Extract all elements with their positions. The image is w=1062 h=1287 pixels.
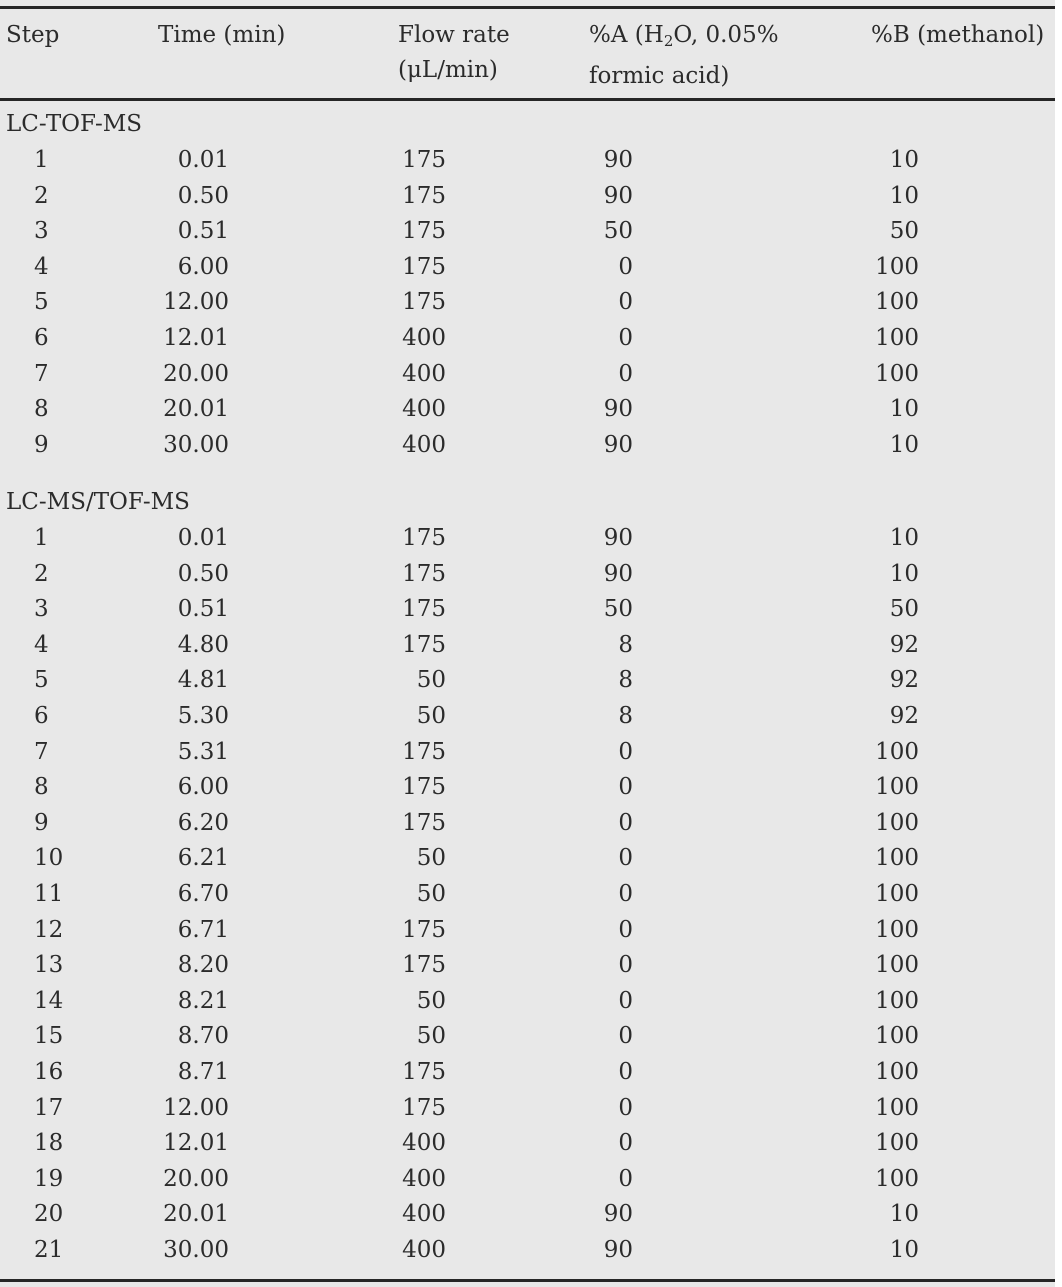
table-row — [0, 769, 1055, 805]
cell-flow-rate: 400 — [402, 1130, 446, 1157]
table-row — [0, 662, 1055, 698]
cell-flow-rate: 175 — [402, 809, 446, 836]
cell-percent-b: 100 — [875, 845, 919, 872]
table-row — [0, 213, 1055, 249]
cell-percent-a: 90 — [603, 182, 633, 209]
cell-step: 17 — [34, 1094, 64, 1121]
cell-flow-rate: 175 — [402, 525, 446, 551]
cell-percent-b: 100 — [875, 253, 919, 280]
cell-time: 12.00 — [163, 1094, 229, 1121]
cell-percent-b: 100 — [875, 1130, 919, 1157]
cell-step: 4 — [34, 631, 49, 658]
cell-flow-rate: 175 — [402, 952, 446, 979]
cell-time: 8.71 — [177, 1059, 229, 1085]
cell-time: 0.51 — [177, 218, 229, 245]
cell-percent-a: 8 — [618, 631, 633, 658]
cell-step: 5 — [34, 289, 49, 316]
cell-flow-rate: 175 — [402, 1059, 446, 1085]
section-title: LC-MS/TOF-MS — [6, 489, 190, 515]
cell-step: 8 — [34, 396, 49, 423]
cell-percent-b: 10 — [889, 525, 919, 551]
cell-percent-a: 0 — [618, 809, 633, 836]
cell-step: 19 — [34, 1165, 64, 1192]
cell-step: 2 — [34, 560, 49, 587]
table-row — [0, 142, 1055, 178]
cell-flow-rate: 50 — [416, 667, 446, 694]
cell-flow-rate: 50 — [416, 845, 446, 872]
cell-percent-a: 8 — [618, 703, 633, 729]
cell-step: 1 — [34, 147, 49, 173]
table-row — [0, 1125, 1055, 1161]
cell-step: 3 — [34, 596, 49, 623]
cell-percent-b: 100 — [875, 881, 919, 907]
cell-step: 21 — [34, 1237, 64, 1263]
table-row — [0, 556, 1055, 592]
cell-step: 3 — [34, 218, 49, 245]
cell-percent-b: 10 — [889, 1237, 919, 1263]
cell-percent-a: 90 — [603, 147, 633, 173]
cell-step: 12 — [34, 916, 64, 943]
cell-step: 2 — [34, 182, 49, 209]
cell-percent-a: 0 — [618, 1165, 633, 1192]
cell-flow-rate: 175 — [402, 147, 446, 173]
cell-percent-b: 92 — [889, 667, 919, 694]
cell-flow-rate: 50 — [416, 1023, 446, 1050]
cell-step: 7 — [34, 738, 49, 765]
cell-percent-a: 0 — [618, 253, 633, 280]
header-step: Step — [6, 22, 60, 48]
cell-percent-a: 0 — [618, 1130, 633, 1157]
cell-step: 13 — [34, 952, 64, 979]
table-row — [0, 1232, 1055, 1268]
cell-step: 8 — [34, 774, 49, 801]
cell-time: 6.00 — [177, 253, 229, 280]
cell-percent-a: 90 — [603, 525, 633, 551]
table-row — [0, 947, 1055, 983]
table-row — [0, 1018, 1055, 1054]
cell-percent-b: 10 — [889, 560, 919, 587]
cell-percent-a: 0 — [618, 881, 633, 907]
cell-percent-a: 0 — [618, 1059, 633, 1085]
header-a-sub: 2 — [663, 32, 674, 50]
cell-percent-b: 100 — [875, 1165, 919, 1192]
cell-time: 12.00 — [163, 289, 229, 316]
cell-flow-rate: 400 — [402, 1237, 446, 1263]
cell-percent-a: 90 — [603, 1237, 633, 1263]
cell-step: 6 — [34, 325, 49, 351]
cell-flow-rate: 400 — [402, 1201, 446, 1228]
cell-time: 6.21 — [177, 845, 229, 872]
cell-percent-b: 100 — [875, 1094, 919, 1121]
cell-percent-a: 8 — [618, 667, 633, 694]
cell-step: 18 — [34, 1130, 64, 1157]
cell-step: 6 — [34, 703, 49, 729]
cell-step: 20 — [34, 1201, 64, 1228]
cell-percent-a: 0 — [618, 916, 633, 943]
cell-time: 30.00 — [163, 1237, 229, 1263]
cell-time: 12.01 — [163, 1130, 229, 1157]
cell-flow-rate: 175 — [402, 738, 446, 765]
top-rule — [0, 6, 1055, 9]
cell-time: 20.01 — [163, 1201, 229, 1228]
cell-percent-a: 90 — [603, 560, 633, 587]
cell-percent-b: 100 — [875, 916, 919, 943]
cell-time: 5.30 — [177, 703, 229, 729]
cell-percent-a: 90 — [603, 396, 633, 423]
cell-time: 6.00 — [177, 774, 229, 801]
table-row — [0, 1054, 1055, 1090]
table-row — [0, 320, 1055, 356]
cell-percent-a: 90 — [603, 431, 633, 458]
cell-step: 9 — [34, 431, 49, 458]
header-percent-b: %B (methanol) — [871, 22, 1045, 48]
cell-time: 6.20 — [177, 809, 229, 836]
table-row — [0, 805, 1055, 841]
table-row — [0, 591, 1055, 627]
cell-time: 6.70 — [177, 881, 229, 907]
cell-flow-rate: 50 — [416, 987, 446, 1014]
cell-step: 16 — [34, 1059, 64, 1085]
cell-percent-a: 0 — [618, 774, 633, 801]
cell-step: 9 — [34, 809, 49, 836]
cell-time: 0.01 — [177, 525, 229, 551]
cell-time: 0.01 — [177, 147, 229, 173]
table-row — [0, 427, 1055, 463]
cell-time: 20.00 — [163, 360, 229, 387]
cell-percent-a: 50 — [603, 596, 633, 623]
table-row — [0, 983, 1055, 1019]
header-flow-line2: (μL/min) — [398, 57, 498, 83]
cell-step: 15 — [34, 1023, 64, 1050]
cell-percent-b: 100 — [875, 325, 919, 351]
cell-time: 8.21 — [177, 987, 229, 1014]
cell-flow-rate: 50 — [416, 703, 446, 729]
cell-flow-rate: 400 — [402, 325, 446, 351]
cell-flow-rate: 400 — [402, 1165, 446, 1192]
cell-time: 20.01 — [163, 396, 229, 423]
cell-step: 11 — [34, 881, 64, 907]
cell-percent-b: 10 — [889, 431, 919, 458]
cell-percent-a: 0 — [618, 289, 633, 316]
cell-flow-rate: 175 — [402, 631, 446, 658]
header-a-pre: %A (H — [589, 22, 664, 48]
cell-flow-rate: 175 — [402, 774, 446, 801]
cell-percent-b: 50 — [889, 596, 919, 623]
table-row — [0, 840, 1055, 876]
cell-time: 0.50 — [177, 182, 229, 209]
table-row — [0, 698, 1055, 734]
cell-flow-rate: 400 — [402, 431, 446, 458]
section-title: LC-TOF-MS — [6, 111, 143, 137]
cell-percent-b: 100 — [875, 809, 919, 836]
table-row — [0, 876, 1055, 912]
header-rule — [0, 98, 1055, 101]
table-row — [0, 391, 1055, 427]
cell-time: 5.31 — [177, 738, 229, 765]
cell-percent-a: 0 — [618, 738, 633, 765]
header-a-post: O, 0.05% — [673, 22, 779, 48]
header-flow-rate — [398, 18, 510, 88]
bottom-rule — [0, 1279, 1055, 1282]
cell-flow-rate: 400 — [402, 360, 446, 387]
cell-percent-b: 92 — [889, 631, 919, 658]
cell-time: 20.00 — [163, 1165, 229, 1192]
cell-time: 4.81 — [177, 667, 229, 694]
cell-time: 0.50 — [177, 560, 229, 587]
cell-percent-a: 90 — [603, 1201, 633, 1228]
table-row — [0, 520, 1055, 556]
header-a-line2: formic acid) — [589, 63, 730, 89]
header-percent-a — [589, 18, 779, 94]
cell-time: 0.51 — [177, 596, 229, 623]
cell-flow-rate: 175 — [402, 1094, 446, 1121]
cell-percent-b: 100 — [875, 987, 919, 1014]
cell-percent-b: 100 — [875, 289, 919, 316]
table-row — [0, 178, 1055, 214]
cell-percent-a: 0 — [618, 1094, 633, 1121]
cell-time: 8.70 — [177, 1023, 229, 1050]
table-row — [0, 284, 1055, 320]
table-row — [0, 1161, 1055, 1197]
cell-percent-b: 10 — [889, 147, 919, 173]
cell-percent-a: 0 — [618, 325, 633, 351]
cell-time: 8.20 — [177, 952, 229, 979]
cell-step: 4 — [34, 253, 49, 280]
cell-percent-a: 0 — [618, 1023, 633, 1050]
cell-percent-a: 0 — [618, 360, 633, 387]
header-a-line1 — [589, 18, 779, 59]
cell-percent-b: 92 — [889, 703, 919, 729]
table-row — [0, 1196, 1055, 1232]
table-row — [0, 912, 1055, 948]
cell-percent-b: 10 — [889, 396, 919, 423]
cell-flow-rate: 175 — [402, 916, 446, 943]
cell-step: 5 — [34, 667, 49, 694]
cell-flow-rate: 50 — [416, 881, 446, 907]
cell-percent-a: 0 — [618, 987, 633, 1014]
cell-percent-a: 0 — [618, 845, 633, 872]
cell-percent-b: 100 — [875, 952, 919, 979]
cell-flow-rate: 175 — [402, 253, 446, 280]
cell-flow-rate: 175 — [402, 182, 446, 209]
table-row — [0, 249, 1055, 285]
cell-flow-rate: 175 — [402, 289, 446, 316]
cell-percent-a: 0 — [618, 952, 633, 979]
cell-percent-a: 50 — [603, 218, 633, 245]
cell-percent-b: 10 — [889, 182, 919, 209]
table-row — [0, 734, 1055, 770]
cell-time: 6.71 — [177, 916, 229, 943]
table-row — [0, 356, 1055, 392]
cell-flow-rate: 400 — [402, 396, 446, 423]
cell-step: 10 — [34, 845, 64, 872]
cell-percent-b: 100 — [875, 360, 919, 387]
cell-step: 1 — [34, 525, 49, 551]
cell-percent-b: 100 — [875, 774, 919, 801]
cell-step: 14 — [34, 987, 64, 1014]
cell-flow-rate: 175 — [402, 596, 446, 623]
header-time: Time (min) — [158, 22, 286, 48]
table-row — [0, 1090, 1055, 1126]
cell-percent-b: 100 — [875, 738, 919, 765]
cell-percent-b: 100 — [875, 1059, 919, 1085]
cell-percent-b: 10 — [889, 1201, 919, 1228]
cell-step: 7 — [34, 360, 49, 387]
cell-time: 4.80 — [177, 631, 229, 658]
cell-time: 12.01 — [163, 325, 229, 351]
cell-percent-b: 50 — [889, 218, 919, 245]
cell-percent-b: 100 — [875, 1023, 919, 1050]
header-flow-line1: Flow rate — [398, 22, 510, 48]
cell-flow-rate: 175 — [402, 560, 446, 587]
table-row — [0, 627, 1055, 663]
cell-flow-rate: 175 — [402, 218, 446, 245]
cell-time: 30.00 — [163, 431, 229, 458]
